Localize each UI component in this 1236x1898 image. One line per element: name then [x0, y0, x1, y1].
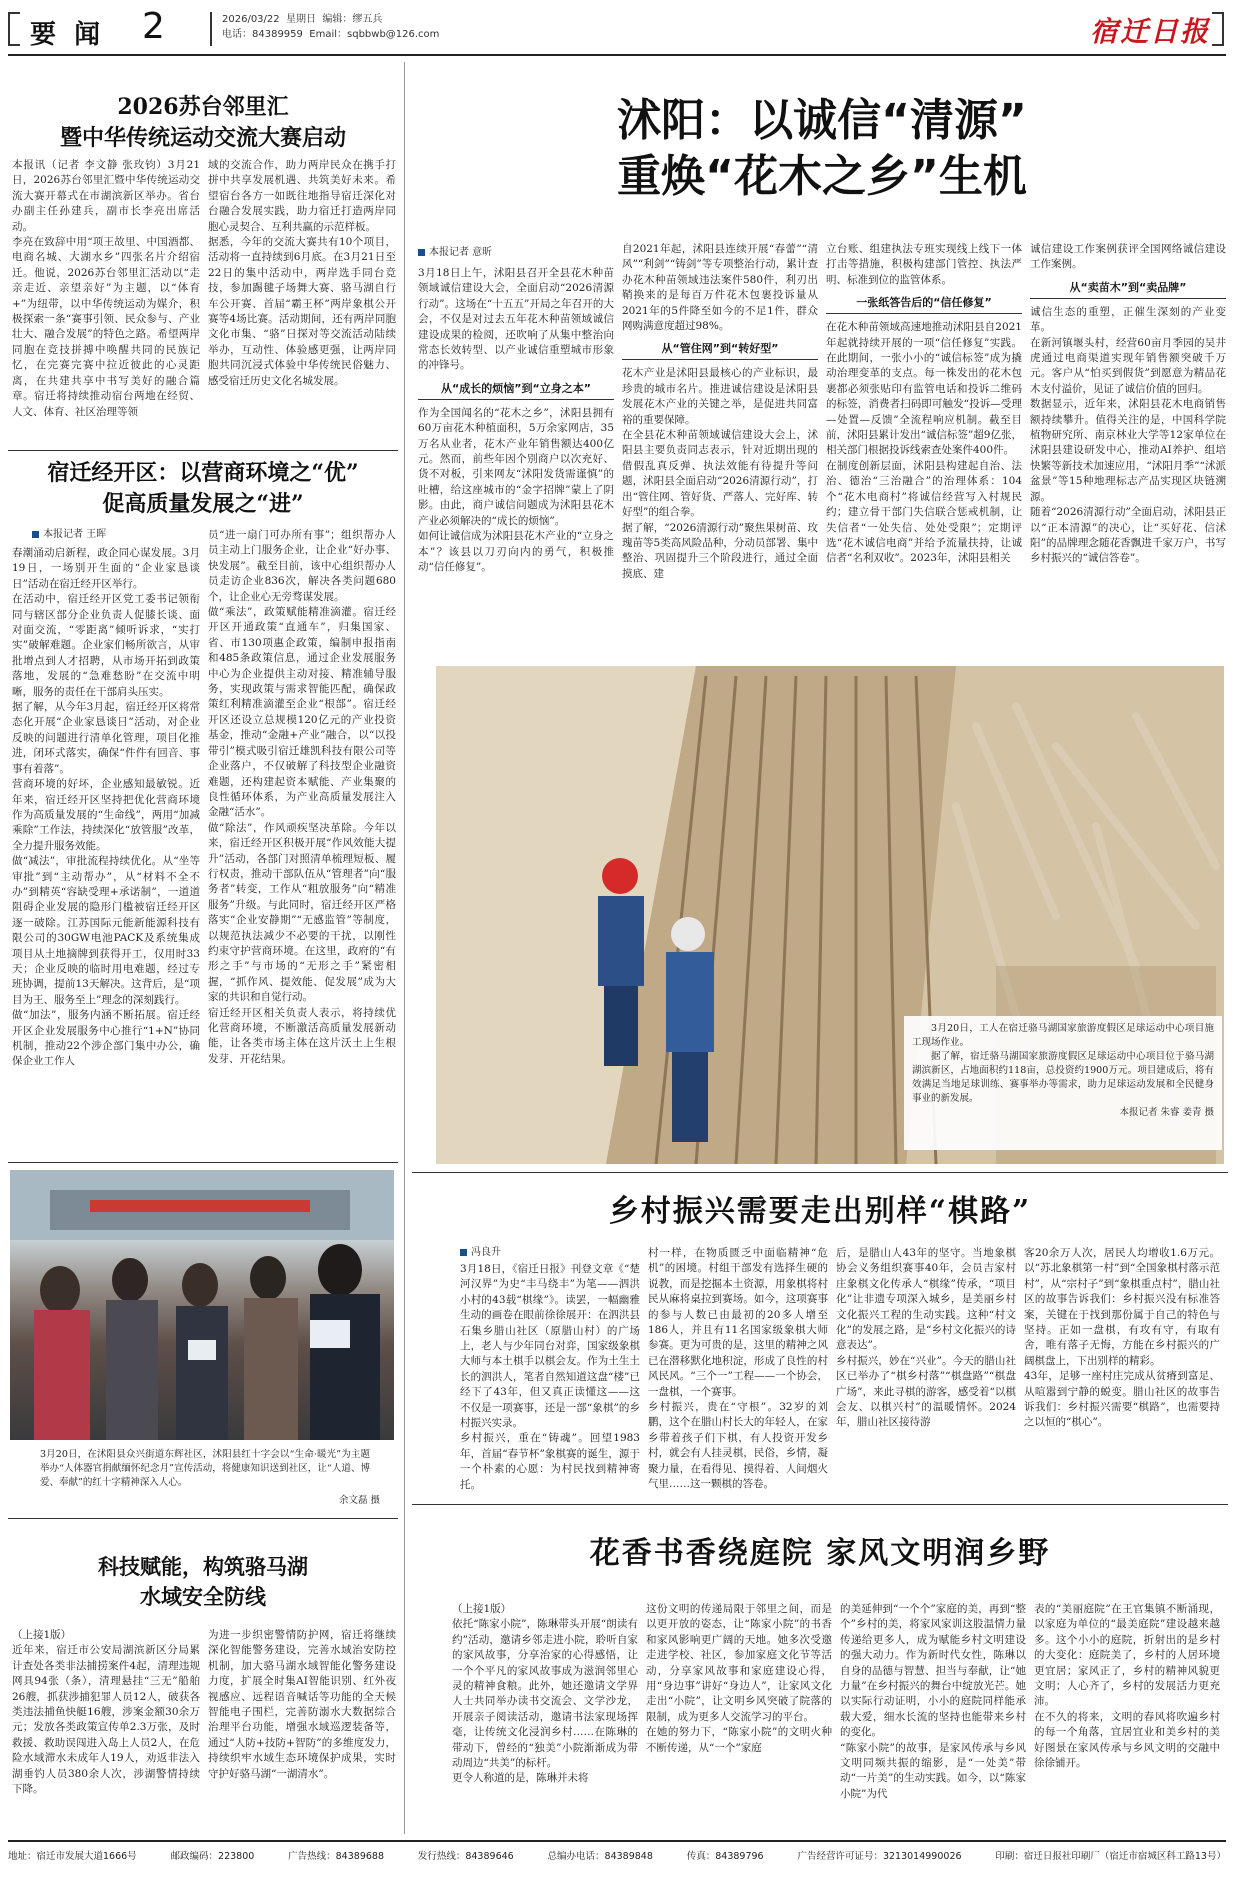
article-4-byline: 本报记者 意昕	[418, 246, 614, 260]
photo-main-caption-box	[904, 1016, 1222, 1150]
section-divider	[210, 12, 212, 46]
footer	[8, 1848, 1226, 1862]
article-1-col-1: 本报讯（记者 李文静 张玫钧）3月21日，2026苏台邻里汇暨中华传统运动交流大赛开幕式在市湖滨新区举办。省台办副主任孙建兵，副市长李亮出席活动。 李亮在致辞中用“项王故里、中国酒都、电商名城、大湖水乡”四张名片介绍宿迁。他说，2026苏台邻里汇活动以“走亲走近、亲望亲好”为主题，以“体育+”为纽带，以中华传统运动为媒介，积极探索一条“赛事引领、民众参与、产业壮大、融合发展”的特色之路。希望两岸同胞在竞技拼搏中唤醒共同的民族记忆，在完赛完赛中拉近彼此的心灵距离，在共建共享中书写美好的融合篇章。宿迁将持续推动宿台两地在经贸、人文、体育、社区治理等领	[12, 159, 200, 418]
rule-2	[8, 1162, 398, 1163]
article-5	[412, 1178, 1228, 1498]
page-email: Email：sqbbwb@126.com	[309, 29, 440, 40]
article-5-title: 乡村振兴需要走出别样“棋路”	[608, 1194, 1032, 1229]
article-2-col-2: 员“进一扇门可办所有事”；组织帮办人员主动上门服务企业，让企业“好办事、快发展”。截至目前，该中心组织帮办人员走访企业836次，解决各类问题680个，让企业心无旁骛谋发展。 做“乘法”，政策赋能精准滴灌。宿迁经开区开通政策“直通车”，归集国家、省、市130项惠企政策，编制申报指南和485条政策信息，通过企业发展服务中心为企业提供主动对接、精准辅导服务，实现政策与需求智能匹配，确保政策红利精准滴灌至企业“根部”。宿迁经开区还设立总规模120亿元的产业投资基金，推动“金融+产业”融合，以“以投带引”模式吸引宿迁雄凯科技有限公司等企业落户，不仅破解了科技型企业融资难题，还构建起资本赋能、产业集聚的良性循环体系，为产业高质量发展注入金融“活水”。 做“除法”，作风顽疾坚决革除。今年以来，宿迁经开区积极开展“作风效能大提升”活动，各部门对照清单梳理短板、履行权责，推动干部队伍从“管理者”向“服务者”转变，工作从“粗放服务”向“精准服务”升级。与此同时，宿迁经开区严格落实“企业安静期”“无感监管”等制度，以规范执法减少不必要的干扰，以刚性约束守护营商环境。在这里，政府的“有形之手”与市场的“无形之手”紧密相握，“抓作风、提效能、促发展”成为大家的共识和自觉行动。 宿迁经开区相关负责人表示，将持续优化营商环境，不断激活高质量发展新动能，让各类市场主体在这片沃土上生根发芽、开花结果。	[208, 529, 396, 1065]
article-3	[8, 1524, 398, 1824]
footer-rule	[8, 1840, 1226, 1842]
article-4-subhead-1: 从“成长的烦恼”到“立身之本”	[418, 380, 614, 400]
paper-logo: 宿迁日报	[1090, 15, 1211, 48]
article-4-col-2b: 花木产业是沭阳县最核心的产业标识，最珍贵的城市名片。推进诚信建设是沭阳县发展花木产业的关键之举，是促进共同富裕的重要保障。 在全县花木种苗领域诚信建设大会上，沭阳县主要负责同志表示，针对近期出现的借假乱真反弹、执法效能有待提升等问题，沭阳县全面启动“2026清源行动”，打出“管住网、管好货、严落人、完好库、转好型”的组合拳。 据了解，“2026清源行动”聚焦果树苗、玫瑰苗等5类高风险品种，分动员部署、集中整治、巩固提升三个阶段进行，通过全面摸底、建	[622, 367, 818, 580]
article-3-title-1: 科技赋能，构筑骆马湖	[98, 1554, 308, 1579]
article-6-col-1: （上接1版） 依托“陈家小院”，陈琳带头开展“朗读有约”活动，邀请乡邻走进小院，聆听自家的家风故事，分享治家的心得感悟，让一个个平凡的家风故事成为滋润邻里心灵的精神食粮。此外，她还邀请文学界人士共同举办读书交流会、文学沙龙，开展亲子阅读活动，邀请书法家现场挥毫，让传统文化浸润乡村……在陈琳的带动下，曾经的“独美”小院渐渐成为带动周边“共美”的标杆。 更令人称道的是，陈琳并未将	[452, 1603, 638, 1785]
article-6-col-3: 的美延伸到“一个个”家庭的美，再到“整个”乡村的美，将家风家训这股温情力量传递给更多人，成为赋能乡村文明建设的强大动力。作为新时代女性，陈琳以自身的品德与智慧、担当与奉献，让“她力量”在乡村振兴的舞台中绽放光芒。她以实际行动证明，小小的庭院同样能承载大爱，细水长流的坚持也能带来乡村的变化。 “陈家小院”的故事，是家风传承与乡风文明同频共振的缩影，是“一处美”带动“一片美”的生动实践。如今，以“陈家小院”为代	[840, 1603, 1026, 1800]
page-number: 2	[142, 6, 165, 47]
page-editor: 编辑：缪五兵	[322, 14, 383, 25]
issue-date: 2026/03/22	[222, 14, 280, 25]
article-4	[412, 62, 1228, 682]
article-4-col-2: 自2021年起，沭阳县连续开展“春蕾”“清风”“利剑”“铸剑”等专项整治行动，累计查办花木种苗领域违法案件580件，利刃出鞘换来的是每百万件花木包裹投诉量从2021年的5件降至如今的不足1件，群众网购满意度超过98%。	[622, 243, 818, 333]
article-3-title-2: 水域安全防线	[140, 1584, 266, 1609]
photo-main-caption-2: 据了解，宿迁骆马湖国家旅游度假区足球运动中心项目位于骆马湖湖滨新区，占地面积约118亩，总投资约1900万元。项目建成后，将有效满足当地足球训练、赛事举办等需求，助力足球运动发展和全民健身事业的新发展。	[912, 1051, 1214, 1104]
photo-main-credit: 本报记者 朱睿 姜青 摄	[1119, 1107, 1214, 1118]
article-5-col-1: 3月18日，《宿迁日报》刊登文章《“楚河汉界”为史“丰马绕丰”为笔——泗洪小村的43载“棋缘”》。读罢，一幅幽雅生动的画卷在眼前徐徐展开：在泗洪县石集乡腊山社区（原腊山村）的广场上，老人与少年同台对弈，国家级象棋大师与本土棋手以棋会友。作为土生土长的泗洪人，笔者自然知道这盘“楼”已经下了43年，但又真正读懂这——这不仅是一项赛事，还是一部“象棋”的乡村振兴实录。 乡村振兴，重在“铸魂”。回望1983年，首届“春节杯”象棋赛的诞生，源于一个朴素的心愿：为村民找到精神寄托。	[460, 1263, 640, 1491]
photo-left-credit: 余文磊 摄	[338, 1495, 380, 1506]
footer-ad-phone: 广告热线：84389688	[288, 1851, 384, 1862]
rule-1	[8, 450, 398, 451]
section-name: 要 闻	[30, 20, 101, 50]
article-6-col-4: 表的“美丽庭院”在王官集镇不断涌现，以家庭为单位的“最美庭院”建设越来越多。这个小小的庭院，折射出的是乡村的大变化：庭院美了，乡村的人居环境更宜居；家风正了，乡村的精神风貌更文明；人心齐了，乡村的发展活力更充沛。 在不久的将来，文明的春风将吹遍乡村的每一个角落，宜居宜业和美乡村的美好图景在家风传承与乡风文明的交融中徐徐铺开。	[1034, 1603, 1220, 1770]
article-5-byline: 冯良升	[460, 1246, 501, 1260]
rule-5	[412, 1504, 1228, 1505]
page-phone: 电话：84389959	[222, 29, 303, 40]
footer-address: 地址：宿迁市发展大道1666号	[8, 1851, 137, 1862]
article-2-col-1: 春潮涌动启新程，政企同心谋发展。3月19日，一场别开生面的“企业家恳谈日”活动在宿迁经开区举行。 在活动中，宿迁经开区党工委书记领衔同与辖区部分企业负责人促膝长谈、面对面交流，“零距离”倾听诉求，“实打实”破解难题。企业家们畅所欲言，从审批增点到人才招聘，从市场开拓到政策落地，发展的“急难愁盼”在交流中明晰，服务的责任在干部肩头压实。 据了解，从今年3月起，宿迁经开区将常态化开展“企业家恳谈日”活动，对企业反映的问题进行清单化管理，项目化推进，闭环式落实，确保“件件有回音、事事有着落”。 营商环境的好坏，企业感知最敏锐。近年来，宿迁经开区坚持把优化营商环境作为高质量发展的“生命线”，两用“加减乘除”工作法，持续深化“放管服”改革，全力提升服务效能。 做“减法”，审批流程持续优化。从“坐等审批”到“主动帮办”，从“材料不全不办”到精英“容缺受理+承诺制”，一道道阻碍企业发展的隐形门槛被宿迁经开区逐一破除。江苏国际元能新能源科技有限公司的30GW电池PACK及系统集成项目从土地摘牌到获得开工，仅用时33天；企业反映的临时用电难题，经过专班协调，提前13天解决。这背后，是“项目为王、服务至上”理念的深刻践行。 做“加法”，服务内涵不断拓展。宿迁经开区企业发展服务中心推行“1+N”协同机制，推动22个涉企部门集中办公，确保企业工作人	[12, 547, 200, 1068]
article-6	[412, 1510, 1228, 1830]
article-5-col-3: 后，是腊山人43年的坚守。当地象棋协会义务组织赛事40年，会员吉家村庄象棋文化传承人“棋缘”传承，“项目化”让非遗专项深入城乡，是美丽乡村文化振兴工程的生动实践。这种“村文化”的发展之路，是“乡村文化振兴的诗意表达”。 乡村振兴，妙在“兴业”。今天的腊山社区已举办了“棋乡村落”“棋盘路”“棋盘广场”，来此寻棋的游客，感受着“以棋会友、以棋兴村”的温暖情怀。2024年，腊山社区接待游	[836, 1247, 1016, 1429]
article-1-col-2: 域的交流合作，助力两岸民众在携手打拼中共享发展机遇、共筑美好未来。希望宿台各方一如既往地指导宿迁深化对台融合发展实践，助力宿迁打造两岸同胞心灵契合、互利共赢的示范样板。 据悉，今年的交流大赛共有10个项目，活动将一直持续到6月底。在3月21日至22日的集中活动中，两岸选手同台竞技，参加踢毽子场舞大赛、骆马湖自行车公开赛、首届“霸王杯”两岸象棋公开赛等4场比赛。活动期间，还有两岸同胞文化市集、“骆”日探对等交流活动陆续举办，互动性、体验感更强，让两岸同胞共同沉浸式体验中华传统民俗魅力、感受宿迁历史文化名城发展。	[208, 159, 396, 387]
footer-fax: 传真：84389796	[686, 1851, 764, 1862]
article-2	[8, 456, 398, 1156]
article-2-title-1: 宿迁经开区：以营商环境之“优”	[47, 460, 359, 486]
logo-bracket	[1212, 12, 1224, 46]
footer-dist-phone: 发行热线：84389646	[417, 1851, 514, 1862]
crowd-illustration	[10, 1170, 394, 1440]
article-4-col-4b: 诚信生态的重塑，正催生深刻的产业变革。 在新河镇堰头村，经营60亩月季园的吴井虎通过电商渠道实现年销售额突破千万元。客户从“怕买到假货”到愿意为精品花木支付溢价，见证了诚信价值的回归。 数据显示，近年来，沭阳县花木电商销售额持续攀升。值得关注的是，中国科学院植物研究所、南京林业大学等12家单位在沭阳县建设研发中心，推动AI养护、组培快繁等新技术加速应用，“沭阳月季”“沭派盆景”等15种地理标志产品实现区块链溯源。 随着“2026清源行动”全面启动，沭阳县正以“正本清源”的决心，让“买好花、信沭阳”的品牌理念随花香飘进千家万户，书写乡村振兴的“诚信答卷”。	[1030, 305, 1226, 565]
article-6-col-2: 这份文明的传递局限于邻里之间，而是以更开放的姿态，让“陈家小院”的书香和家风影响更广阔的天地。她多次受邀走进学校、社区，参加家庭文化节等活动，分享家风故事和家庭建设心得，用“身边事”讲好“身边人”，让家风文化走出“小院”，让文明乡风突破了院落的限制，成为更多人交流学习的平台。 在她的努力下，“陈家小院”的文明火种不断传递，从“一个”家庭	[646, 1603, 832, 1754]
article-4-title-2: 重焕“花木之乡”生机	[617, 151, 1027, 202]
byline-marker	[32, 531, 39, 538]
article-4-col-1: 3月18日上午，沭阳县召开全县花木种苗领域诚信建设大会，全面启动“2026清源行动”。这场在“十五五”开局之年召开的大会，不仅是对过去五年花木种苗领域诚信建设成果的检阅，还吹响了从集中整治向常态长效转型、以产业诚信重塑城市形象的冲锋号。	[418, 267, 614, 372]
article-4-col-3b: 在花木种苗领域高速地推动沭阳县自2021年起就持续开展的一项“信任修复”实践。在此期间，一张小小的“诚信标签”成为撬动治理变革的支点。每一株发出的花木包裹都必须张贴印有监管电话和投诉二维码的标签，消费者扫码即可触发“投诉—受理—处置—反馈”全流程响应机制。截至目前，沭阳县累计发出“诚信标签”超9亿张，相关部门根据投诉线索查处案件400件。 在制度创新层面，沭阳县构建起自治、法治、德治“三治融合”的治理体系：104个“花木电商村”将诚信经营写入村规民约；建立骨干部门失信联合惩戒机制，让失信者“一处失信、处处受限”；定期评选“花木诚信电商”并给予流量扶持，让诚信者“名利双收”。2023年，沭阳县相关	[826, 321, 1022, 565]
article-4-subhead-2: 从“管住网”到“转好型”	[622, 340, 818, 360]
footer-printer: 印刷：宿迁日报社印刷厂（宿迁市宿城区科工路13号）	[995, 1851, 1226, 1862]
byline-marker	[418, 249, 425, 256]
footer-editorial-phone: 总编办电话：84389848	[547, 1851, 653, 1862]
photo-left-caption: 3月20日，在沭阳县众兴街道东辉社区，沭阳县红十字会以“生命·暖光”为主题举办“人体器官捐献缅怀纪念月”宣传活动，将健康知识送到社区，让“人道、博爱、奉献”的红十字精神深入人心。	[40, 1449, 370, 1488]
issue-weekday: 星期日	[286, 14, 316, 25]
rule-4	[412, 1172, 1228, 1173]
article-3-col-2: 为进一步织密警情防护网，宿迁将继续深化智能警务建设，完善水域治安防控机制，加大骆马湖水域智能化警务建设力度，扩展全时集AI智能识别、红外夜视感应、远程语音喊话等功能的全天候智能电子围栏，完善防溺水大数据综合治理平台功能，增强水域巡逻装备等，通过“人防+技防+智防”的多维度发力，持续织牢水域生态环境保护成果，实时守护好骆马湖“一湖清水”。	[208, 1629, 396, 1780]
article-1	[8, 62, 398, 446]
masthead	[0, 0, 1236, 56]
article-2-byline: 本报记者 王晖	[32, 528, 106, 542]
article-4-title-1: 沭阳：以诚信“清源”	[617, 95, 1027, 146]
photo-main-caption: 3月20日，工人在宿迁骆马湖国家旅游度假区足球运动中心项目施工现场作业。	[912, 1023, 1214, 1048]
header-rule	[8, 54, 1226, 56]
article-5-col-2: 村一样，在物质匮乏中面临精神“危机”的困境。村组干部发有选择生硬的说教，而是挖掘本土资源，用象棋将村民从麻将桌拉到赛场。如今，这项赛事的参与人数已由最初的20多人增至186人，并且有11名国家级象棋大师参赛。更为可贵的是，这里的精神之风已在潜移默化地积淀，形成了良性的村风民风。“三个一”工程——一个协会，一盘棋，一个赛事。 乡村振兴，贵在“守根”。32岁的刘鹏，这个在腊山村长大的年轻人，在家乡带着孩子们下棋，有人投资开发乡村，就会有人挂灵棋，民俗，乡情，凝聚力量，在看得见、摸得着、人间烟火气里……这一颗棋的答卷。	[648, 1247, 828, 1491]
article-6-title: 花香书香绕庭院 家风文明润乡野	[589, 1536, 1051, 1571]
article-1-title-2: 暨中华传统运动交流大赛启动	[59, 125, 346, 151]
footer-postcode: 邮政编码：223800	[170, 1851, 255, 1862]
column-divider-main	[404, 62, 405, 1834]
article-4-col-4: 诚信建设工作案例获评全国网络诚信建设工作案例。	[1030, 243, 1226, 271]
byline-marker	[460, 1249, 467, 1256]
footer-license: 广告经营许可证号：3213014990026	[797, 1851, 962, 1862]
article-4-col-3: 立台账、组建执法专班实现线上线下一体打击等措施，积极构建部门管控、执法严明、标准到位的监管体系。	[826, 243, 1022, 286]
section-bracket	[8, 12, 20, 46]
article-3-col-1: （上接1版） 近年来，宿迁市公安局湖滨新区分局累计查处各类非法捕捞案件4起，清理违规网具94张（条），清理悬挂“三无”船舶26艘，抓获涉捕犯罪人员12人，破获各类违法捕鱼快艇16艘，涉案金额30余万元；发放各类政策宣传单2.3万张，及时救援、救助误闯进入岛上人员2人，在危险水域滞水未成年人19人，劝返非法入湖垂钓人员380余人次，涉湖警情持续下降。	[12, 1629, 200, 1796]
article-1-title-1: 2026苏台邻里汇	[117, 94, 289, 120]
article-4-subhead-3: 一张纸答告后的“信任修复”	[826, 294, 1022, 314]
article-4-subhead-4: 从“卖苗木”到“卖品牌”	[1030, 279, 1226, 299]
article-2-title-2: 促高质量发展之“进”	[102, 491, 304, 517]
article-5-col-4: 客20余万人次，居民人均增收1.6万元。以“苏北象棋第一村”到“全国象棋村落示范村”，从“宗村子”到“象棋重点村”，腊山社区的故事告诉我们：乡村振兴没有标准答案，关键在于找到那份属于自己的特色与坚持。正如一盘棋，有攻有守，有取有舍，唯有落子无悔，方能在乡村振兴的广阔棋盘上，下出别样的精彩。 43年，足够一座村庄完成从贫瘠到富足、从喧嚣到宁静的蜕变。腊山社区的故事告诉我们：乡村振兴需要“棋路”，也需要持之以恒的“棋心”。	[1024, 1247, 1220, 1429]
rule-3	[8, 1518, 398, 1519]
photo-red-cross-event	[10, 1170, 394, 1440]
article-4-col-1b: 作为全国闻名的“花木之乡”，沭阳县拥有60万亩花木种植面积，5万余家网店，35万名从业者，花木产业年销售额达400亿元。然而，前些年因个别商户以次充好、货不对板，引来网友“沭阳发货需谨慎”的吐槽，给这座城市的“金字招牌”蒙上了阴影。由此，商户诚信问题成为沭阳县花木产业必须解决的“成长的烦恼”。 如何让诚信成为沭阳县花木产业的“立身之本”？该县以刀刃向内的勇气，积极推动“信任修复”。	[418, 406, 614, 573]
